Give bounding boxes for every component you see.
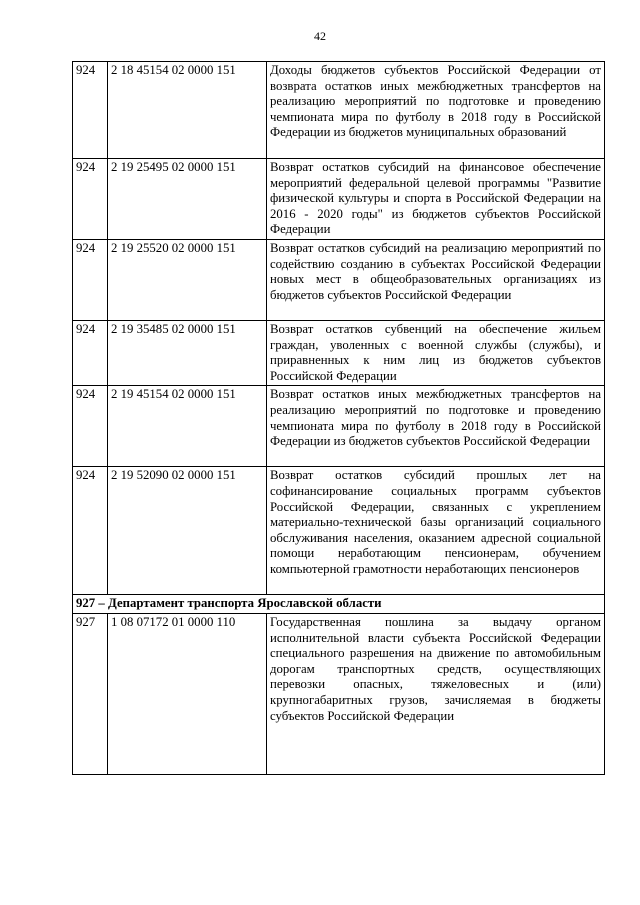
revenue-name-cell: Возврат остатков субсидий прошлых лет на софинансирование социальных программ субъектов Российской Федерации, связанных с укреплением материально-технической базы организаций социального обслуживания населения, оказанием адресной социальной помощи неработающим пенсионерам, обучением компьютерной грамотности неработающих пенсионеров xyxy=(267,467,605,595)
revenue-name-cell: Доходы бюджетов субъектов Российской Федерации от возврата остатков иных межбюджетных трансфертов на реализацию мероприятий по подготовке и проведению чемпионата мира по футболу в 2018 году в Российской Федерации из бюджетов муниципальных образований xyxy=(267,62,605,159)
page-number: 42 xyxy=(314,29,326,43)
admin-code-cell: 924 xyxy=(73,240,108,321)
table-row xyxy=(73,386,605,467)
table-row xyxy=(73,240,605,321)
revenue-name-cell: Государственная пошлина за выдачу органом исполнительной власти субъекта Российской Федерации специального разрешения на движение по автомобильным дорогам транспортных средств, осуществляющих перевозки опасных, тяжеловесных и (или) крупногабаритных грузов, зачисляемая в бюджеты субъектов Российской Федерации xyxy=(267,613,605,774)
admin-code-cell: 927 xyxy=(73,613,108,774)
table-row xyxy=(73,62,605,159)
budget-code-cell: 2 19 25520 02 0000 151 xyxy=(108,240,267,321)
table-row xyxy=(73,159,605,240)
revenue-codes-table xyxy=(72,61,605,775)
budget-code-cell: 2 19 52090 02 0000 151 xyxy=(108,467,267,595)
table-row xyxy=(73,321,605,386)
revenue-name-cell: Возврат остатков субвенций на обеспечение жильем граждан, уволенных с военной службы (службы), и приравненных к ним лиц из бюджетов субъектов Российской Федерации xyxy=(267,321,605,386)
admin-code-cell: 924 xyxy=(73,159,108,240)
budget-code-cell: 2 19 45154 02 0000 151 xyxy=(108,386,267,467)
budget-code-cell: 1 08 07172 01 0000 110 xyxy=(108,613,267,774)
revenue-name-cell: Возврат остатков иных межбюджетных трансфертов на реализацию мероприятий по подготовке и проведению чемпионата мира по футболу в 2018 году в Российской Федерации из бюджетов субъектов Российской Федерации xyxy=(267,386,605,467)
budget-code-cell: 2 18 45154 02 0000 151 xyxy=(108,62,267,159)
section-header-row xyxy=(73,595,605,614)
admin-code-cell: 924 xyxy=(73,62,108,159)
table-row xyxy=(73,467,605,595)
admin-code-cell: 924 xyxy=(73,386,108,467)
revenue-name-cell: Возврат остатков субсидий на финансовое обеспечение мероприятий федеральной целевой программы "Развитие физической культуры и спорта в Российской Федерации на 2016 - 2020 годы" из бюджетов субъектов Российской Федерации xyxy=(267,159,605,240)
admin-code-cell: 924 xyxy=(73,321,108,386)
section-title: 927 – Департамент транспорта Ярославской области xyxy=(73,595,605,614)
budget-code-cell: 2 19 25495 02 0000 151 xyxy=(108,159,267,240)
revenue-name-cell: Возврат остатков субсидий на реализацию мероприятий по содействию созданию в субъектах Российской Федерации новых мест в общеобразовательных организациях из бюджетов субъектов Российской Федерации xyxy=(267,240,605,321)
table-row xyxy=(73,613,605,774)
budget-code-cell: 2 19 35485 02 0000 151 xyxy=(108,321,267,386)
admin-code-cell: 924 xyxy=(73,467,108,595)
